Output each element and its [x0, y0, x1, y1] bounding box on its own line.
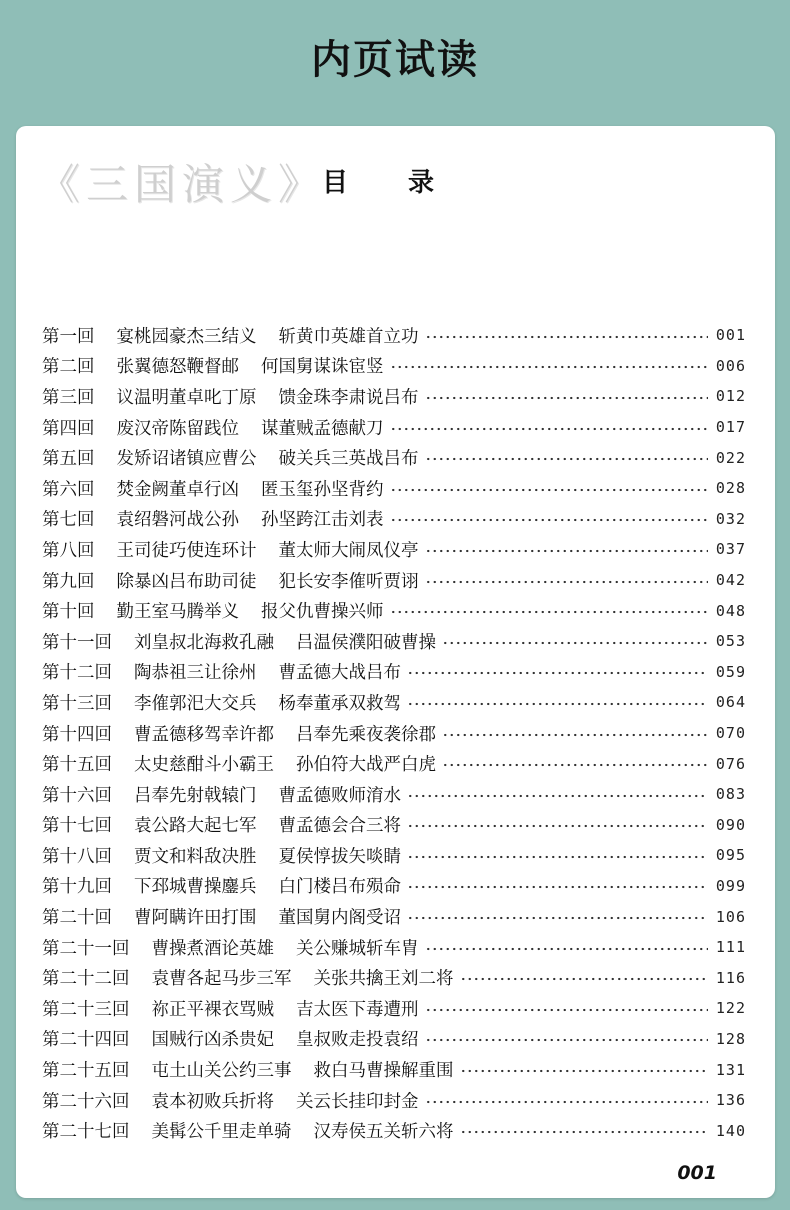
chapter-title-second-line: 孙伯符大战严白虎 — [296, 755, 436, 776]
chapter-page-number: 128 — [715, 1029, 746, 1048]
chapter-title-first-line: 陶恭祖三让徐州 — [134, 663, 257, 684]
chapter-number: 第六回 — [42, 479, 95, 500]
dot-leader — [425, 1008, 708, 1012]
toc-entry — [42, 351, 746, 382]
chapter-title-first-line: 曹阿瞒许田打围 — [134, 908, 257, 929]
toc-entry — [42, 565, 746, 596]
toc-entry — [42, 381, 746, 412]
dot-leader — [460, 1130, 708, 1134]
chapter-number: 第十三回 — [42, 693, 112, 714]
chapter-title-second-line: 杨奉董承双救驾 — [278, 693, 401, 714]
chapter-number: 第十八回 — [42, 846, 112, 867]
toc-entry — [42, 504, 746, 535]
chapter-page-number: 076 — [715, 754, 746, 773]
chapter-title-first-line: 袁本初败兵折将 — [151, 1091, 274, 1112]
chapter-number: 第二十四回 — [42, 1030, 130, 1051]
chapter-title-second-line: 匿玉玺孙坚背约 — [261, 479, 384, 500]
chapter-title-first-line: 袁公路大起七军 — [134, 816, 257, 837]
chapter-title-second-line: 吕温侯濮阳破曹操 — [296, 632, 436, 653]
chapter-page-number: 083 — [715, 785, 746, 804]
chapter-number: 第二十七回 — [42, 1122, 130, 1143]
chapter-page-number: 136 — [715, 1091, 746, 1110]
toc-entry — [42, 320, 746, 351]
toc-entry — [42, 1115, 746, 1146]
dot-leader — [425, 396, 708, 400]
chapter-page-number: 028 — [715, 479, 746, 498]
chapter-number: 第二十一回 — [42, 938, 130, 959]
toc-entry — [42, 442, 746, 473]
chapter-number: 第八回 — [42, 540, 95, 561]
chapter-title-second-line: 斩黄巾英雄首立功 — [278, 326, 419, 347]
chapter-title-first-line: 袁曹各起马步三军 — [151, 969, 292, 990]
chapter-page-number: 099 — [715, 876, 746, 895]
chapter-title-first-line: 废汉帝陈留践位 — [116, 418, 239, 439]
dot-leader — [442, 763, 708, 767]
chapter-number: 第十一回 — [42, 632, 112, 653]
dot-leader — [425, 947, 708, 951]
dot-leader — [460, 977, 708, 981]
chapter-title-second-line: 关公赚城斩车胄 — [296, 938, 419, 959]
chapter-title-second-line: 汉寿侯五关斩六将 — [313, 1122, 454, 1143]
chapter-title-second-line: 董太师大闹凤仪亭 — [278, 540, 419, 561]
dot-leader — [425, 335, 708, 339]
chapter-number: 第一回 — [42, 326, 95, 347]
chapter-title-first-line: 李傕郭汜大交兵 — [134, 693, 257, 714]
chapter-title-second-line: 曹孟德败师淯水 — [278, 785, 401, 806]
chapter-title-first-line: 焚金阙董卓行凶 — [116, 479, 239, 500]
chapter-page-number: 042 — [715, 571, 746, 590]
chapter-number: 第五回 — [42, 449, 95, 470]
chapter-title-second-line: 馈金珠李肃说吕布 — [278, 387, 419, 408]
chapter-page-number: 090 — [715, 815, 746, 834]
chapter-number: 第二十回 — [42, 908, 112, 929]
chapter-title-first-line: 除暴凶吕布助司徒 — [116, 571, 257, 592]
dot-leader — [407, 702, 708, 706]
chapter-title-first-line: 刘皇叔北海救孔融 — [134, 632, 274, 653]
chapter-page-number: 006 — [715, 356, 746, 375]
dot-leader — [407, 885, 708, 889]
toc-entry — [42, 779, 746, 810]
chapter-title-first-line: 宴桃园豪杰三结义 — [116, 326, 257, 347]
chapter-title-first-line: 祢正平裸衣骂贼 — [151, 999, 274, 1020]
toc-entry — [42, 718, 746, 749]
toc-entry — [42, 871, 746, 902]
chapter-number: 第十四回 — [42, 724, 112, 745]
chapter-title-first-line: 袁绍磐河战公孙 — [116, 510, 239, 531]
chapter-page-number: 037 — [715, 540, 746, 559]
chapter-number: 第二十五回 — [42, 1061, 130, 1082]
chapter-title-first-line: 曹操煮酒论英雄 — [151, 938, 274, 959]
chapter-page-number: 053 — [715, 632, 746, 651]
toc-heading: 目录 — [322, 168, 495, 198]
chapter-title-first-line: 美髯公千里走单骑 — [151, 1122, 292, 1143]
toc-entry — [42, 748, 746, 779]
chapter-title-first-line: 国贼行凶杀贵妃 — [151, 1030, 274, 1051]
page-header — [0, 0, 790, 120]
chapter-title-second-line: 谋董贼孟德献刀 — [261, 418, 384, 439]
chapter-number: 第十回 — [42, 602, 95, 623]
chapter-title-second-line: 孙坚跨江击刘表 — [261, 510, 384, 531]
chapter-title-second-line: 破关兵三英战吕布 — [278, 449, 419, 470]
chapter-title-second-line: 救白马曹操解重围 — [313, 1061, 454, 1082]
dot-leader — [390, 365, 708, 369]
toc-entry — [42, 473, 746, 504]
chapter-page-number: 106 — [715, 907, 746, 926]
dot-leader — [390, 427, 708, 431]
chapter-page-number: 131 — [715, 1060, 746, 1079]
chapter-page-number: 116 — [715, 968, 746, 987]
toc-entry — [42, 932, 746, 963]
toc-entry — [42, 412, 746, 443]
chapter-page-number: 070 — [715, 724, 746, 743]
chapter-title-second-line: 曹孟德会合三将 — [278, 816, 401, 837]
dot-leader — [390, 518, 708, 522]
chapter-title-second-line: 曹孟德大战吕布 — [278, 663, 401, 684]
chapter-title-first-line: 张翼德怒鞭督邮 — [116, 357, 239, 378]
dot-leader — [407, 855, 708, 859]
chapter-title-first-line: 吕奉先射戟辕门 — [134, 785, 257, 806]
chapter-number: 第十六回 — [42, 785, 112, 806]
dot-leader — [425, 1100, 708, 1104]
toc-entry — [42, 993, 746, 1024]
chapter-number: 第九回 — [42, 571, 95, 592]
chapter-page-number: 111 — [715, 938, 746, 957]
preview-card — [16, 126, 775, 1198]
chapter-title-first-line: 王司徒巧使连环计 — [116, 540, 257, 561]
chapter-title-second-line: 关张共擒王刘二将 — [313, 969, 454, 990]
chapter-title-second-line: 犯长安李傕听贾诩 — [278, 571, 419, 592]
chapter-number: 第十二回 — [42, 663, 112, 684]
chapter-page-number: 048 — [715, 601, 746, 620]
dot-leader — [425, 457, 708, 461]
chapter-number: 第七回 — [42, 510, 95, 531]
toc-entry — [42, 810, 746, 841]
toc-entry — [42, 626, 746, 657]
toc-entry — [42, 595, 746, 626]
chapter-page-number: 012 — [715, 387, 746, 406]
chapter-title-first-line: 曹孟德移驾幸许都 — [134, 724, 274, 745]
chapter-page-number: 095 — [715, 846, 746, 865]
chapter-title-first-line: 发矫诏诸镇应曹公 — [116, 449, 257, 470]
dot-leader — [460, 1069, 708, 1073]
toc-entry — [42, 687, 746, 718]
chapter-title-first-line: 贾文和料敌决胜 — [134, 846, 257, 867]
chapter-number: 第三回 — [42, 387, 95, 408]
chapter-page-number: 059 — [715, 662, 746, 681]
dot-leader — [442, 733, 708, 737]
toc-entry — [42, 534, 746, 565]
chapter-title-second-line: 报父仇曹操兴师 — [261, 602, 384, 623]
chapter-number: 第十九回 — [42, 877, 112, 898]
chapter-number: 第二回 — [42, 357, 95, 378]
chapter-title-first-line: 勤王室马腾举义 — [116, 602, 239, 623]
chapter-page-number: 017 — [715, 418, 746, 437]
chapter-page-number: 140 — [715, 1121, 746, 1140]
chapter-page-number: 001 — [715, 326, 746, 345]
dot-leader — [407, 794, 708, 798]
chapter-number: 第二十二回 — [42, 969, 130, 990]
chapter-number: 第十五回 — [42, 755, 112, 776]
page-title: 内页试读 — [311, 36, 479, 83]
chapter-title-second-line: 关云长挂印封金 — [296, 1091, 419, 1112]
chapter-page-number: 022 — [715, 448, 746, 467]
dot-leader — [425, 1038, 708, 1042]
toc-entry — [42, 840, 746, 871]
dot-leader — [407, 671, 708, 675]
toc-entry — [42, 901, 746, 932]
chapter-page-number: 122 — [715, 999, 746, 1018]
chapter-title-first-line: 太史慈酣斗小霸王 — [134, 755, 274, 776]
dot-leader — [407, 916, 708, 920]
chapter-title-second-line: 夏侯惇拔矢啖睛 — [278, 846, 401, 867]
book-title: 《三国演义》 — [38, 160, 327, 209]
chapter-title-second-line: 何国舅谋诛宦竖 — [261, 357, 384, 378]
toc-list — [42, 320, 746, 1146]
chapter-title-first-line: 下邳城曹操鏖兵 — [134, 877, 257, 898]
chapter-title-second-line: 董国舅内阁受诏 — [278, 908, 401, 929]
toc-entry — [42, 1024, 746, 1055]
dot-leader — [390, 610, 708, 614]
folio-page-number: 001 — [677, 1162, 717, 1184]
chapter-page-number: 032 — [715, 509, 746, 528]
chapter-title-second-line: 皇叔败走投袁绍 — [296, 1030, 419, 1051]
chapter-number: 第二十六回 — [42, 1091, 130, 1112]
chapter-title-second-line: 吉太医下毒遭刑 — [296, 999, 419, 1020]
dot-leader — [390, 488, 708, 492]
chapter-title-second-line: 吕奉先乘夜袭徐郡 — [296, 724, 436, 745]
chapter-page-number: 064 — [715, 693, 746, 712]
dot-leader — [425, 549, 708, 553]
dot-leader — [407, 824, 708, 828]
toc-entry — [42, 657, 746, 688]
chapter-number: 第四回 — [42, 418, 95, 439]
chapter-number: 第二十三回 — [42, 999, 130, 1020]
chapter-title-first-line: 议温明董卓叱丁原 — [116, 387, 257, 408]
toc-entry — [42, 1085, 746, 1116]
chapter-title-first-line: 屯土山关公约三事 — [151, 1061, 292, 1082]
chapter-number: 第十七回 — [42, 816, 112, 837]
dot-leader — [425, 580, 708, 584]
toc-entry — [42, 962, 746, 993]
chapter-title-second-line: 白门楼吕布殒命 — [278, 877, 401, 898]
toc-entry — [42, 1054, 746, 1085]
dot-leader — [442, 641, 708, 645]
